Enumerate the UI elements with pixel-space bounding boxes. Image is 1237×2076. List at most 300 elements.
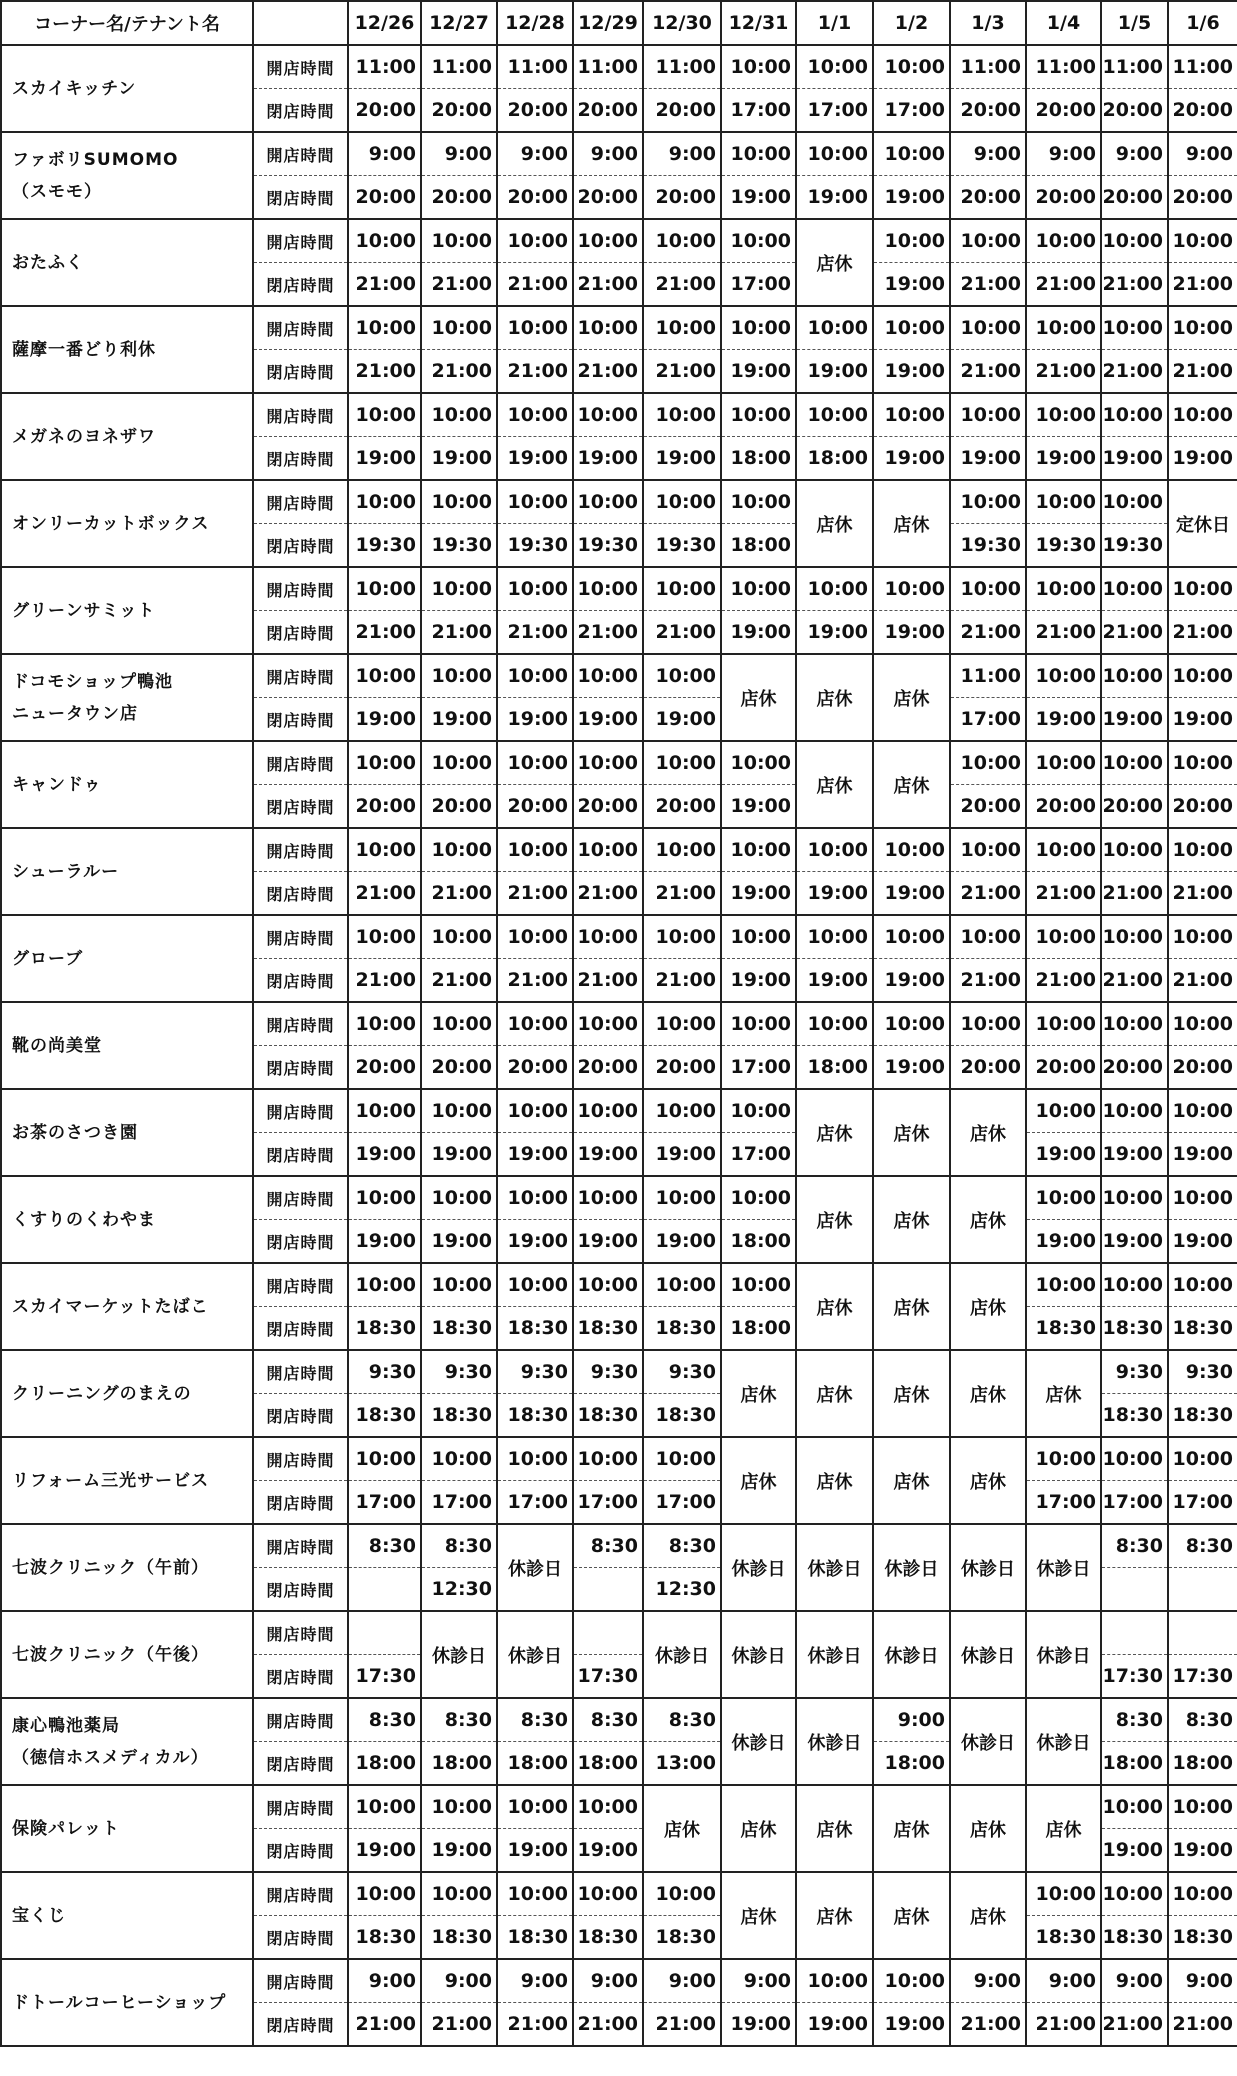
tenant-name xyxy=(1,219,253,306)
close-time-label: 閉店時間 xyxy=(253,263,348,307)
close-time-cell: 18:00 xyxy=(873,1742,950,1786)
close-time-cell: 19:00 xyxy=(573,1133,643,1177)
close-time-cell: 17:30 xyxy=(1101,1655,1168,1699)
open-time-cell: 10:00 xyxy=(1101,1176,1168,1220)
close-time-cell: 17:30 xyxy=(348,1655,421,1699)
closed-status-cell: 店休 xyxy=(950,1176,1026,1263)
open-time-cell: 10:00 xyxy=(497,393,573,437)
close-time-cell: 21:00 xyxy=(950,2003,1026,2047)
open-time-cell: 10:00 xyxy=(1168,828,1237,872)
close-time-cell: 19:00 xyxy=(1168,1220,1237,1264)
tenant-name xyxy=(1,1437,253,1524)
close-time-cell: 21:00 xyxy=(1168,263,1237,307)
close-time-cell: 21:00 xyxy=(421,872,497,916)
close-time-cell: 21:00 xyxy=(348,611,421,655)
open-time-cell: 10:00 xyxy=(573,219,643,263)
closed-status-cell: 店休 xyxy=(873,654,950,741)
close-time-cell: 19:30 xyxy=(1026,524,1101,568)
open-time-label: 開店時間 xyxy=(253,306,348,350)
open-time-cell: 10:00 xyxy=(721,306,796,350)
open-time-cell: 10:00 xyxy=(1101,393,1168,437)
open-time-label: 開店時間 xyxy=(253,1437,348,1481)
close-time-cell: 21:00 xyxy=(1026,350,1101,394)
close-time-cell: 20:00 xyxy=(348,1046,421,1090)
close-time-cell: 18:00 xyxy=(421,1742,497,1786)
tenant-open-row xyxy=(1,1263,1237,1307)
close-time-cell: 21:00 xyxy=(573,611,643,655)
tenant-open-row xyxy=(1,567,1237,611)
closed-status-cell: 店休 xyxy=(950,1785,1026,1872)
close-time-cell: 21:00 xyxy=(348,263,421,307)
tenant-column-header: コーナー名/テナント名 xyxy=(1,1,253,45)
close-time-cell: 20:00 xyxy=(950,1046,1026,1090)
open-time-cell: 8:30 xyxy=(643,1698,721,1742)
open-time-cell: 10:00 xyxy=(1101,480,1168,524)
tenant-name xyxy=(1,828,253,915)
open-time-cell: 10:00 xyxy=(1026,828,1101,872)
close-time-cell: 19:00 xyxy=(1168,1133,1237,1177)
date-header: 1/6 xyxy=(1168,1,1237,45)
close-time-cell: 19:00 xyxy=(873,176,950,220)
close-time-cell: 21:00 xyxy=(950,611,1026,655)
close-time-cell: 19:00 xyxy=(1101,1133,1168,1177)
open-time-cell: 10:00 xyxy=(1168,1872,1237,1916)
open-time-cell: 10:00 xyxy=(1101,741,1168,785)
open-time-cell xyxy=(573,1611,643,1655)
close-time-cell: 19:00 xyxy=(873,1046,950,1090)
close-time-cell: 20:00 xyxy=(421,176,497,220)
close-time-cell: 18:30 xyxy=(1026,1916,1101,1960)
close-time-cell: 19:00 xyxy=(873,2003,950,2047)
open-time-cell: 10:00 xyxy=(1168,1263,1237,1307)
close-time-cell: 20:00 xyxy=(950,785,1026,829)
open-time-cell: 10:00 xyxy=(1026,915,1101,959)
close-time-cell: 19:00 xyxy=(796,176,873,220)
open-time-cell: 9:00 xyxy=(1101,132,1168,176)
close-time-cell: 19:00 xyxy=(573,698,643,742)
open-time-cell: 10:00 xyxy=(348,1176,421,1220)
close-time-cell: 19:00 xyxy=(721,785,796,829)
close-time-cell: 19:00 xyxy=(497,1133,573,1177)
tenant-open-row xyxy=(1,1524,1237,1568)
close-time-label: 閉店時間 xyxy=(253,1829,348,1873)
open-time-cell: 10:00 xyxy=(1168,1785,1237,1829)
closed-status-cell: 店休 xyxy=(796,1872,873,1959)
close-time-cell: 21:00 xyxy=(1168,350,1237,394)
close-time-cell: 19:00 xyxy=(348,437,421,481)
open-time-cell: 10:00 xyxy=(1168,1437,1237,1481)
close-time-cell: 19:00 xyxy=(1168,1829,1237,1873)
open-time-cell xyxy=(348,1611,421,1655)
open-time-label: 開店時間 xyxy=(253,654,348,698)
close-time-label: 閉店時間 xyxy=(253,1220,348,1264)
close-time-cell: 20:00 xyxy=(950,176,1026,220)
close-time-cell: 19:00 xyxy=(348,1133,421,1177)
open-time-cell: 10:00 xyxy=(796,132,873,176)
open-time-cell: 10:00 xyxy=(573,306,643,350)
open-time-cell: 9:00 xyxy=(950,1959,1026,2003)
tenant-open-row xyxy=(1,654,1237,698)
open-time-cell: 10:00 xyxy=(348,219,421,263)
close-time-cell: 18:00 xyxy=(348,1742,421,1786)
tenant-name xyxy=(1,1350,253,1437)
open-time-cell: 10:00 xyxy=(1101,654,1168,698)
open-time-cell: 10:00 xyxy=(721,480,796,524)
open-time-cell: 10:00 xyxy=(950,567,1026,611)
header-row xyxy=(1,1,1237,45)
closed-status-cell: 店休 xyxy=(950,1437,1026,1524)
open-time-cell: 10:00 xyxy=(643,306,721,350)
open-time-cell: 10:00 xyxy=(873,132,950,176)
tenant-name-line: キャンドゥ xyxy=(12,774,102,795)
close-time-cell: 19:00 xyxy=(1026,698,1101,742)
tenant-open-row xyxy=(1,1785,1237,1829)
close-time-cell: 21:00 xyxy=(421,959,497,1003)
close-time-cell: 19:30 xyxy=(643,524,721,568)
close-time-cell: 21:00 xyxy=(643,350,721,394)
close-time-label: 閉店時間 xyxy=(253,1046,348,1090)
close-time-cell: 18:00 xyxy=(796,437,873,481)
close-time-cell: 19:00 xyxy=(721,611,796,655)
open-time-cell: 9:00 xyxy=(497,132,573,176)
close-time-label: 閉店時間 xyxy=(253,1133,348,1177)
close-time-cell: 21:00 xyxy=(348,872,421,916)
open-time-cell: 10:00 xyxy=(721,1089,796,1133)
open-time-cell: 10:00 xyxy=(421,1872,497,1916)
open-time-cell: 9:00 xyxy=(950,132,1026,176)
open-time-cell: 10:00 xyxy=(573,828,643,872)
open-time-cell: 10:00 xyxy=(421,306,497,350)
open-time-cell: 9:00 xyxy=(873,1698,950,1742)
open-time-cell: 10:00 xyxy=(573,393,643,437)
tenant-name xyxy=(1,132,253,219)
tenant-name-line: おたふく xyxy=(12,252,84,273)
close-time-label: 閉店時間 xyxy=(253,2003,348,2047)
date-header: 1/3 xyxy=(950,1,1026,45)
closed-status-cell: 店休 xyxy=(721,1872,796,1959)
tenant-name-line: クリーニングのまえの xyxy=(12,1383,192,1404)
open-time-cell: 10:00 xyxy=(873,45,950,89)
tenant-name-line: ドコモショップ鴨池 xyxy=(12,671,173,692)
open-time-label: 開店時間 xyxy=(253,1698,348,1742)
open-time-cell: 10:00 xyxy=(796,45,873,89)
close-time-label: 閉店時間 xyxy=(253,1307,348,1351)
open-time-cell: 10:00 xyxy=(1026,654,1101,698)
open-time-cell: 10:00 xyxy=(421,1437,497,1481)
close-time-cell: 17:00 xyxy=(1101,1481,1168,1525)
close-time-cell: 18:30 xyxy=(1168,1307,1237,1351)
close-time-cell: 20:00 xyxy=(1026,89,1101,133)
closed-status-cell: 店休 xyxy=(873,1437,950,1524)
tenant-name xyxy=(1,1089,253,1176)
close-time-cell: 18:30 xyxy=(1101,1394,1168,1438)
open-time-label: 開店時間 xyxy=(253,1785,348,1829)
closed-status-cell: 休診日 xyxy=(643,1611,721,1698)
open-time-cell: 10:00 xyxy=(873,915,950,959)
close-time-cell: 21:00 xyxy=(497,611,573,655)
open-time-cell: 9:00 xyxy=(573,132,643,176)
date-header: 1/2 xyxy=(873,1,950,45)
open-time-label: 開店時間 xyxy=(253,1263,348,1307)
close-time-cell: 18:00 xyxy=(721,1307,796,1351)
close-time-cell: 21:00 xyxy=(1168,2003,1237,2047)
tenant-name-line: リフォーム三光サービス xyxy=(12,1470,210,1491)
close-time-cell: 17:00 xyxy=(721,1046,796,1090)
open-time-cell: 10:00 xyxy=(1101,306,1168,350)
close-time-cell: 12:30 xyxy=(643,1568,721,1612)
tenant-name xyxy=(1,1176,253,1263)
close-time-cell: 20:00 xyxy=(1168,785,1237,829)
close-time-cell: 21:00 xyxy=(950,872,1026,916)
open-time-cell: 10:00 xyxy=(950,915,1026,959)
close-time-cell: 19:00 xyxy=(643,698,721,742)
close-time-cell: 19:00 xyxy=(1026,437,1101,481)
open-time-cell: 10:00 xyxy=(421,828,497,872)
close-time-label: 閉店時間 xyxy=(253,785,348,829)
open-time-cell: 10:00 xyxy=(1026,219,1101,263)
close-time-cell: 19:00 xyxy=(573,1220,643,1264)
close-time-cell: 19:00 xyxy=(796,959,873,1003)
open-time-cell: 9:00 xyxy=(421,1959,497,2003)
close-time-cell: 19:00 xyxy=(873,959,950,1003)
close-time-cell: 21:00 xyxy=(348,959,421,1003)
open-time-cell: 10:00 xyxy=(643,567,721,611)
close-time-cell: 21:00 xyxy=(643,611,721,655)
close-time-cell: 21:00 xyxy=(421,263,497,307)
open-time-cell: 11:00 xyxy=(643,45,721,89)
closed-status-cell: 休診日 xyxy=(950,1524,1026,1611)
open-time-cell: 10:00 xyxy=(573,1089,643,1133)
open-time-cell: 9:00 xyxy=(1026,1959,1101,2003)
open-time-cell: 10:00 xyxy=(1168,915,1237,959)
closed-status-cell: 休診日 xyxy=(497,1611,573,1698)
close-time-cell: 18:00 xyxy=(796,1046,873,1090)
close-time-cell: 20:00 xyxy=(497,1046,573,1090)
close-time-cell: 19:00 xyxy=(573,437,643,481)
close-time-cell: 18:30 xyxy=(421,1307,497,1351)
open-time-cell: 9:30 xyxy=(643,1350,721,1394)
close-time-cell: 21:00 xyxy=(573,872,643,916)
close-time-cell: 21:00 xyxy=(421,611,497,655)
open-time-cell: 10:00 xyxy=(421,480,497,524)
tenant-name xyxy=(1,1611,253,1698)
close-time-cell: 19:30 xyxy=(573,524,643,568)
open-time-cell: 10:00 xyxy=(573,741,643,785)
close-time-cell: 20:00 xyxy=(497,785,573,829)
tenant-name xyxy=(1,1524,253,1611)
closed-status-cell: 店休 xyxy=(873,1089,950,1176)
open-time-cell: 10:00 xyxy=(573,654,643,698)
open-time-cell: 11:00 xyxy=(497,45,573,89)
tenant-name-line: 薩摩一番どり利休 xyxy=(12,339,156,360)
close-time-cell: 18:30 xyxy=(573,1916,643,1960)
open-time-cell: 10:00 xyxy=(950,306,1026,350)
close-time-cell: 21:00 xyxy=(1168,872,1237,916)
open-time-cell: 10:00 xyxy=(643,915,721,959)
open-time-cell: 10:00 xyxy=(1026,741,1101,785)
open-time-cell: 10:00 xyxy=(1101,1872,1168,1916)
closed-status-cell: 休診日 xyxy=(796,1698,873,1785)
open-time-cell: 10:00 xyxy=(643,828,721,872)
close-time-cell: 20:00 xyxy=(643,1046,721,1090)
close-time-cell: 21:00 xyxy=(1026,959,1101,1003)
close-time-cell: 19:00 xyxy=(950,437,1026,481)
close-time-cell: 21:00 xyxy=(643,872,721,916)
open-time-cell: 11:00 xyxy=(950,654,1026,698)
open-time-cell: 11:00 xyxy=(1026,45,1101,89)
close-time-cell: 19:00 xyxy=(1168,437,1237,481)
close-time-cell: 18:30 xyxy=(348,1916,421,1960)
open-time-cell: 10:00 xyxy=(1168,741,1237,785)
close-time-cell: 21:00 xyxy=(950,350,1026,394)
open-time-cell: 9:00 xyxy=(573,1959,643,2003)
close-time-cell xyxy=(573,1568,643,1612)
closed-status-cell: 休診日 xyxy=(721,1611,796,1698)
open-time-cell: 10:00 xyxy=(348,1437,421,1481)
date-header: 12/29 xyxy=(573,1,643,45)
open-time-cell: 9:00 xyxy=(497,1959,573,2003)
close-time-cell: 21:00 xyxy=(643,959,721,1003)
tenant-name xyxy=(1,654,253,741)
open-time-cell: 10:00 xyxy=(796,828,873,872)
open-time-cell: 8:30 xyxy=(348,1698,421,1742)
open-time-cell: 11:00 xyxy=(421,45,497,89)
open-time-cell: 10:00 xyxy=(1026,1437,1101,1481)
open-time-cell: 10:00 xyxy=(421,915,497,959)
closed-status-cell: 店休 xyxy=(796,1437,873,1524)
tenant-name-line: スカイマーケットたばこ xyxy=(12,1296,209,1317)
date-header: 12/31 xyxy=(721,1,796,45)
closed-status-cell: 店休 xyxy=(721,1350,796,1437)
close-time-cell: 19:00 xyxy=(796,611,873,655)
tenant-open-row xyxy=(1,132,1237,176)
open-time-cell: 10:00 xyxy=(573,1785,643,1829)
close-time-cell: 20:00 xyxy=(950,89,1026,133)
closed-status-cell: 店休 xyxy=(873,1785,950,1872)
close-time-cell: 19:00 xyxy=(348,698,421,742)
open-time-cell: 10:00 xyxy=(1101,1437,1168,1481)
close-time-cell: 17:00 xyxy=(950,698,1026,742)
open-time-cell: 10:00 xyxy=(950,741,1026,785)
tenant-name-line: オンリーカットボックス xyxy=(12,513,210,534)
close-time-cell: 19:00 xyxy=(721,2003,796,2047)
open-time-cell: 10:00 xyxy=(573,1263,643,1307)
open-time-cell: 10:00 xyxy=(721,1263,796,1307)
closed-status-cell: 休診日 xyxy=(873,1611,950,1698)
close-time-cell: 20:00 xyxy=(643,89,721,133)
open-time-cell: 10:00 xyxy=(1168,567,1237,611)
tenant-open-row xyxy=(1,915,1237,959)
tenant-name-line: （スモモ） xyxy=(12,181,102,202)
open-time-cell: 10:00 xyxy=(643,1872,721,1916)
closed-status-cell: 休診日 xyxy=(950,1611,1026,1698)
open-time-cell: 10:00 xyxy=(421,1785,497,1829)
close-time-cell: 13:00 xyxy=(643,1742,721,1786)
open-time-label: 開店時間 xyxy=(253,1872,348,1916)
closed-status-cell: 店休 xyxy=(950,1872,1026,1959)
open-time-cell: 10:00 xyxy=(643,1437,721,1481)
close-time-cell: 18:30 xyxy=(643,1394,721,1438)
close-time-cell: 21:00 xyxy=(1026,263,1101,307)
close-time-cell: 19:00 xyxy=(796,350,873,394)
open-time-cell: 10:00 xyxy=(643,1089,721,1133)
close-time-label: 閉店時間 xyxy=(253,1742,348,1786)
tenant-open-row xyxy=(1,1176,1237,1220)
open-time-cell: 10:00 xyxy=(1101,1089,1168,1133)
tenant-name-line: くすりのくわやま xyxy=(12,1209,156,1230)
open-time-cell: 10:00 xyxy=(1101,915,1168,959)
open-time-cell: 10:00 xyxy=(348,1872,421,1916)
open-time-label: 開店時間 xyxy=(253,393,348,437)
open-time-cell: 9:00 xyxy=(643,1959,721,2003)
open-time-cell: 10:00 xyxy=(573,1002,643,1046)
open-time-cell: 10:00 xyxy=(573,1437,643,1481)
open-time-cell: 9:30 xyxy=(1168,1350,1237,1394)
tenant-name xyxy=(1,915,253,1002)
open-time-cell: 10:00 xyxy=(950,219,1026,263)
tenant-name-line: グリーンサミット xyxy=(12,600,156,621)
close-time-cell: 19:30 xyxy=(950,524,1026,568)
close-time-cell: 17:00 xyxy=(721,89,796,133)
open-time-label: 開店時間 xyxy=(253,1524,348,1568)
close-time-cell: 17:00 xyxy=(796,89,873,133)
close-time-cell: 20:00 xyxy=(1026,785,1101,829)
close-time-cell: 20:00 xyxy=(348,176,421,220)
close-time-cell: 21:00 xyxy=(1101,263,1168,307)
close-time-cell: 19:00 xyxy=(573,1829,643,1873)
open-time-cell: 10:00 xyxy=(348,1785,421,1829)
close-time-cell: 18:30 xyxy=(1168,1916,1237,1960)
open-time-cell: 10:00 xyxy=(950,393,1026,437)
close-time-cell: 17:00 xyxy=(643,1481,721,1525)
open-time-cell: 10:00 xyxy=(643,654,721,698)
tenant-open-row xyxy=(1,1437,1237,1481)
tenant-name-line: グローブ xyxy=(12,948,84,969)
close-time-cell: 20:00 xyxy=(1168,89,1237,133)
open-time-cell: 10:00 xyxy=(348,393,421,437)
open-time-cell: 10:00 xyxy=(721,1176,796,1220)
open-time-cell: 10:00 xyxy=(950,480,1026,524)
close-time-cell: 20:00 xyxy=(1101,1046,1168,1090)
open-time-cell: 9:00 xyxy=(421,132,497,176)
open-time-cell: 10:00 xyxy=(873,567,950,611)
open-time-cell: 8:30 xyxy=(1168,1524,1237,1568)
closed-status-cell: 店休 xyxy=(950,1263,1026,1350)
close-time-cell: 19:00 xyxy=(497,698,573,742)
open-time-cell: 10:00 xyxy=(1026,1002,1101,1046)
open-time-label: 開店時間 xyxy=(253,132,348,176)
close-time-cell: 21:00 xyxy=(573,959,643,1003)
closed-status-cell: 店休 xyxy=(796,1350,873,1437)
close-time-cell: 18:30 xyxy=(1168,1394,1237,1438)
open-time-cell: 10:00 xyxy=(721,828,796,872)
tenant-open-row xyxy=(1,306,1237,350)
closed-status-cell: 店休 xyxy=(721,1785,796,1872)
tenant-name xyxy=(1,1785,253,1872)
open-time-cell: 8:30 xyxy=(348,1524,421,1568)
open-time-cell: 10:00 xyxy=(1026,1089,1101,1133)
closed-status-cell: 休診日 xyxy=(873,1524,950,1611)
close-time-label: 閉店時間 xyxy=(253,176,348,220)
open-time-label: 開店時間 xyxy=(253,480,348,524)
open-time-cell: 10:00 xyxy=(573,915,643,959)
close-time-cell: 20:00 xyxy=(497,89,573,133)
tenant-name xyxy=(1,567,253,654)
closed-status-cell: 店休 xyxy=(1026,1785,1101,1872)
open-time-cell: 9:30 xyxy=(1101,1350,1168,1394)
closed-status-cell: 店休 xyxy=(950,1089,1026,1176)
close-time-cell: 19:00 xyxy=(796,872,873,916)
